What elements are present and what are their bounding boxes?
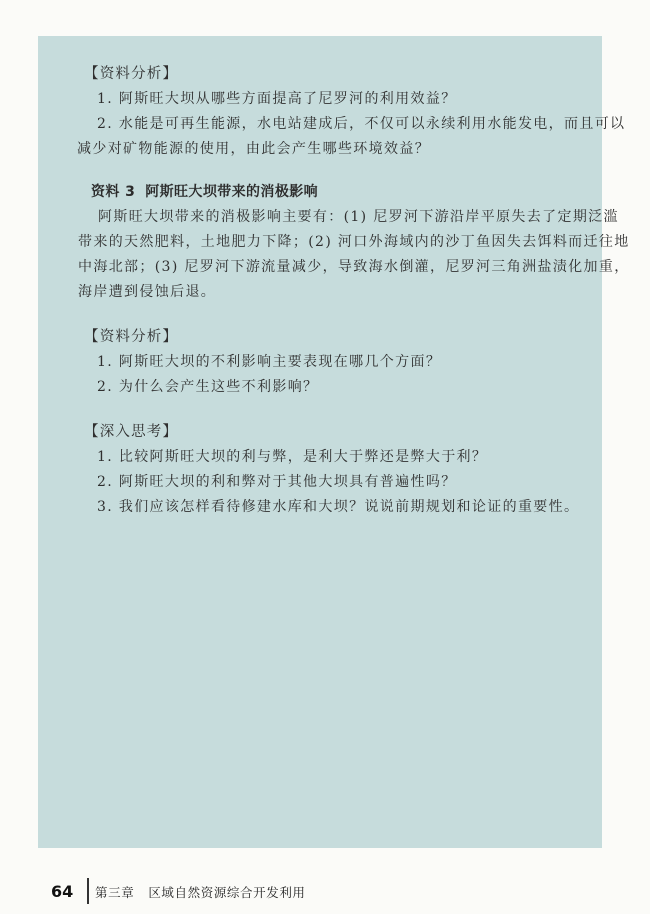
material-3-title	[91, 180, 574, 205]
thinking-question-3: 3. 我们应该怎样看待修建水库和大坝？说说前期规划和论证的重要性。	[97, 499, 580, 515]
page-footer	[36, 878, 616, 904]
page-content	[77, 62, 630, 520]
thinking-question-1: 1. 比较阿斯旺大坝的利与弊，是利大于弊还是弊大于利？	[97, 449, 488, 465]
page-number: 64	[51, 882, 74, 901]
analysis-heading-2: 【资料分析】	[84, 329, 179, 345]
analysis-question-2-2: 2. 为什么会产生这些不利影响？	[97, 379, 319, 395]
material-3-label: 资料 3	[91, 184, 136, 200]
analysis-question-1-2-line2: 减少对矿物能源的使用，由此会产生哪些环境效益？	[77, 141, 431, 157]
thinking-heading: 【深入思考】	[84, 424, 179, 440]
material-3-line-2: 带来的天然肥料，土地肥力下降；(2) 河口外海域内的沙丁鱼因失去饵料而迁往地	[78, 234, 630, 250]
chapter-title: 区域自然资源综合开发利用	[148, 885, 306, 900]
footer-divider	[87, 878, 89, 904]
chapter-number: 第三章	[95, 885, 135, 900]
analysis-heading-1: 【资料分析】	[84, 66, 179, 82]
material-3-line-3: 中海北部；(3) 尼罗河下游流量减少，导致海水倒灌，尼罗河三角洲盐渍化加重，	[78, 259, 630, 275]
thinking-question-2: 2. 阿斯旺大坝的利和弊对于其他大坝具有普遍性吗？	[97, 474, 457, 490]
material-3-heading: 阿斯旺大坝带来的消极影响	[145, 184, 319, 200]
spacer	[94, 305, 574, 325]
spacer	[94, 400, 574, 420]
material-3-line-4: 海岸遭到侵蚀后退。	[78, 284, 217, 300]
chapter-info	[95, 883, 306, 901]
analysis-question-1-1: 1. 阿斯旺大坝从哪些方面提高了尼罗河的利用效益？	[97, 91, 457, 107]
analysis-question-1-2-line1: 2. 水能是可再生能源，水电站建成后，不仅可以永续利用水能发电，而且可以	[97, 116, 626, 132]
analysis-question-2-1: 1. 阿斯旺大坝的不利影响主要表现在哪几个方面？	[97, 354, 442, 370]
material-3-line-1: 阿斯旺大坝带来的消极影响主要有：(1) 尼罗河下游沿岸平原失去了定期泛滥	[98, 209, 619, 225]
